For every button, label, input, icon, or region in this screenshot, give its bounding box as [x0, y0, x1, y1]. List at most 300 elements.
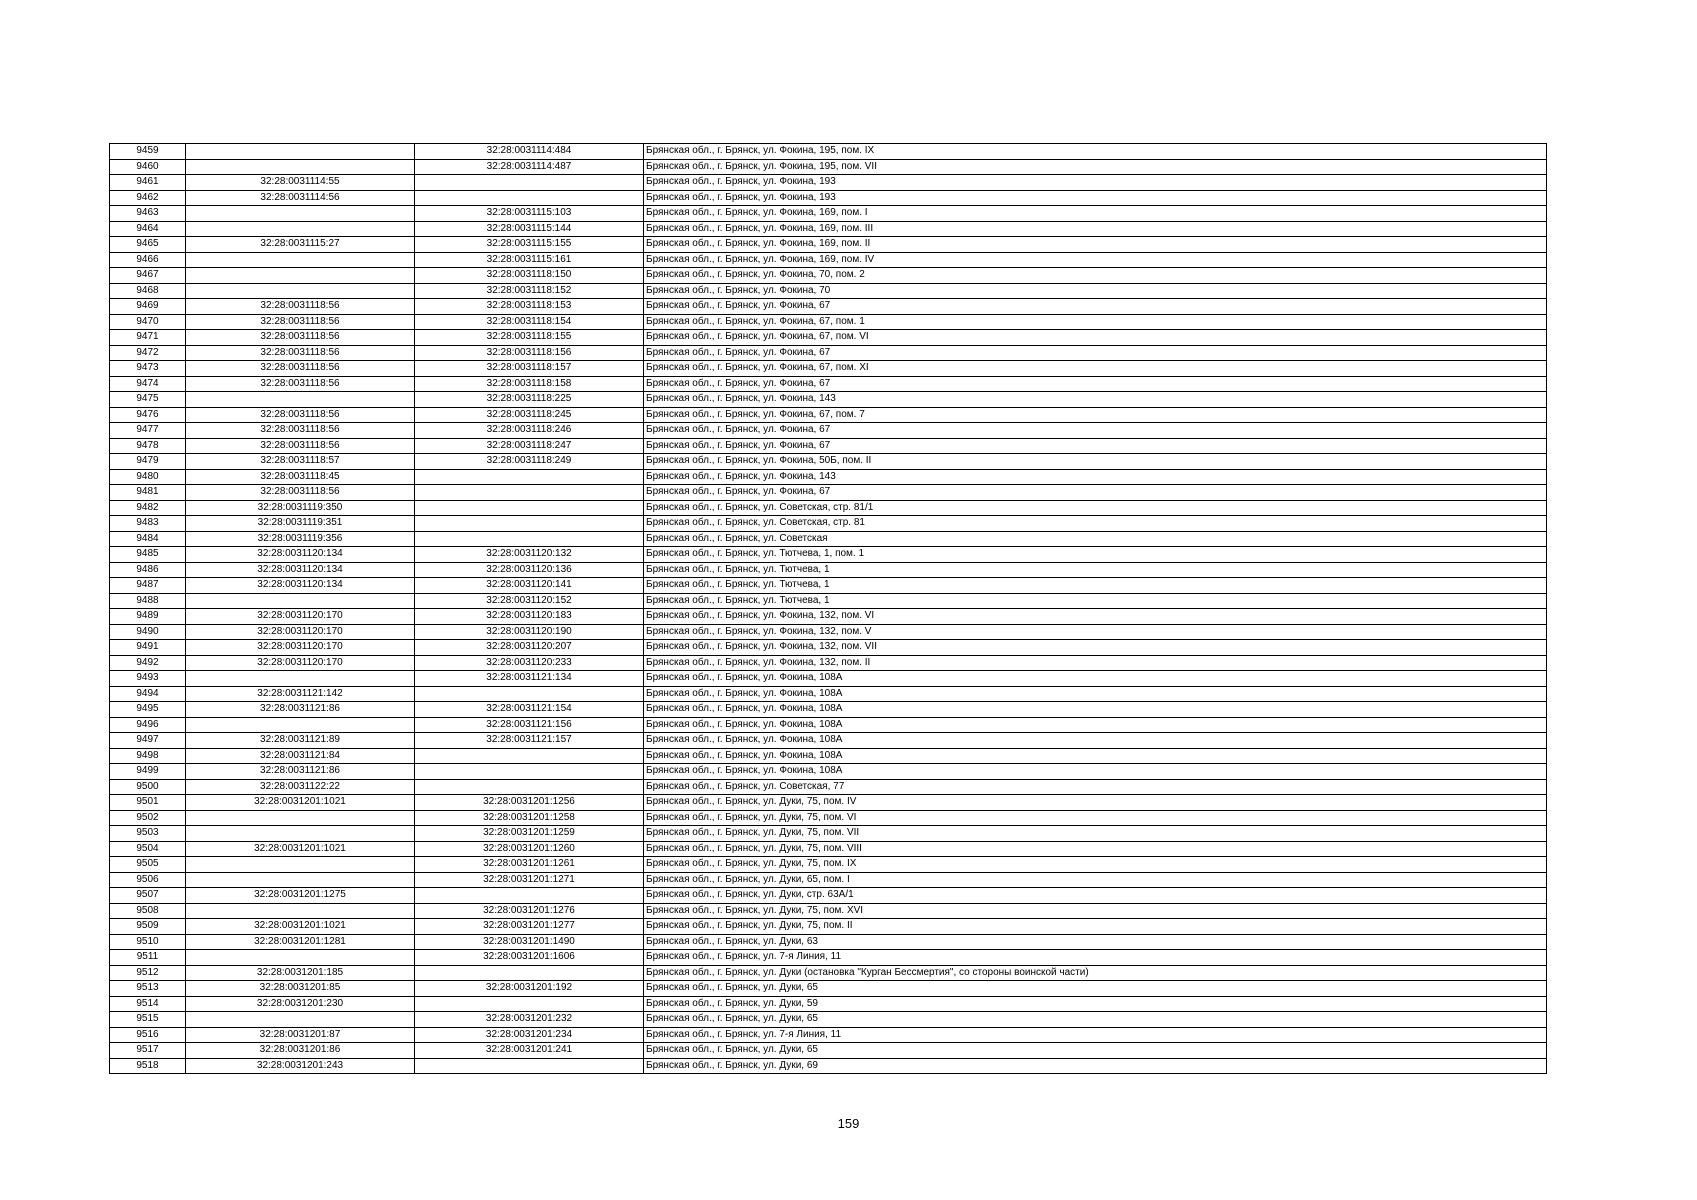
related-cadastral-number-cell: 32:28:0031201:1276	[415, 903, 644, 919]
row-number-cell: 9475	[110, 392, 186, 408]
row-number-cell: 9499	[110, 764, 186, 780]
address-cell: Брянская обл., г. Брянск, ул. 7-я Линия, 11	[644, 950, 1547, 966]
address-cell: Брянская обл., г. Брянск, ул. Тютчева, 1	[644, 578, 1547, 594]
row-number-cell: 9480	[110, 469, 186, 485]
address-cell: Брянская обл., г. Брянск, ул. Советская, 77	[644, 779, 1547, 795]
cadastral-number-cell: 32:28:0031118:56	[186, 299, 415, 315]
table-row	[110, 1012, 1547, 1028]
table-row	[110, 981, 1547, 997]
address-cell: Брянская обл., г. Брянск, ул. Фокина, 67	[644, 423, 1547, 439]
address-cell: Брянская обл., г. Брянск, ул. Фокина, 169, пом. II	[644, 237, 1547, 253]
related-cadastral-number-cell: 32:28:0031118:152	[415, 283, 644, 299]
related-cadastral-number-cell: 32:28:0031201:1256	[415, 795, 644, 811]
table-row	[110, 764, 1547, 780]
row-number-cell: 9490	[110, 624, 186, 640]
address-cell: Брянская обл., г. Брянск, ул. Советская	[644, 531, 1547, 547]
address-cell: Брянская обл., г. Брянск, ул. Дуки, 75, пом. IV	[644, 795, 1547, 811]
page-number: 159	[837, 1116, 860, 1131]
address-cell: Брянская обл., г. Брянск, ул. Дуки, 75, пом. VIII	[644, 841, 1547, 857]
row-number-cell: 9501	[110, 795, 186, 811]
row-number-cell: 9465	[110, 237, 186, 253]
row-number-cell: 9468	[110, 283, 186, 299]
cadastral-number-cell: 32:28:0031120:170	[186, 624, 415, 640]
cadastral-number-cell: 32:28:0031118:56	[186, 330, 415, 346]
address-cell: Брянская обл., г. Брянск, ул. Фокина, 67, пом. XI	[644, 361, 1547, 377]
cadastral-number-cell: 32:28:0031119:350	[186, 500, 415, 516]
related-cadastral-number-cell: 32:28:0031201:241	[415, 1043, 644, 1059]
row-number-cell: 9512	[110, 965, 186, 981]
row-number-cell: 9496	[110, 717, 186, 733]
cadastral-number-cell: 32:28:0031120:134	[186, 562, 415, 578]
address-cell: Брянская обл., г. Брянск, ул. Тютчева, 1	[644, 593, 1547, 609]
related-cadastral-number-cell: 32:28:0031118:247	[415, 438, 644, 454]
cadastral-number-cell	[186, 826, 415, 842]
row-number-cell: 9495	[110, 702, 186, 718]
table-row	[110, 609, 1547, 625]
cadastral-number-cell: 32:28:0031115:27	[186, 237, 415, 253]
row-number-cell: 9469	[110, 299, 186, 315]
cadastral-number-cell: 32:28:0031118:56	[186, 376, 415, 392]
related-cadastral-number-cell: 32:28:0031118:157	[415, 361, 644, 377]
table-row	[110, 562, 1547, 578]
address-cell: Брянская обл., г. Брянск, ул. Дуки, стр. 63А/1	[644, 888, 1547, 904]
related-cadastral-number-cell: 32:28:0031120:136	[415, 562, 644, 578]
table-row	[110, 748, 1547, 764]
address-cell: Брянская обл., г. Брянск, ул. Дуки, 75, пом. IX	[644, 857, 1547, 873]
address-cell: Брянская обл., г. Брянск, ул. Фокина, 67	[644, 345, 1547, 361]
cadastral-number-cell	[186, 950, 415, 966]
related-cadastral-number-cell: 32:28:0031201:1258	[415, 810, 644, 826]
address-cell: Брянская обл., г. Брянск, ул. Фокина, 108А	[644, 748, 1547, 764]
cadastral-number-cell	[186, 593, 415, 609]
cadastral-number-cell	[186, 206, 415, 222]
cadastral-number-cell	[186, 252, 415, 268]
address-cell: Брянская обл., г. Брянск, ул. Фокина, 143	[644, 469, 1547, 485]
cadastral-number-cell: 32:28:0031201:1021	[186, 919, 415, 935]
table-row	[110, 624, 1547, 640]
table-row	[110, 392, 1547, 408]
address-cell: Брянская обл., г. Брянск, ул. Тютчева, 1, пом. 1	[644, 547, 1547, 563]
address-cell: Брянская обл., г. Брянск, ул. Фокина, 132, пом. V	[644, 624, 1547, 640]
row-number-cell: 9505	[110, 857, 186, 873]
related-cadastral-number-cell	[415, 190, 644, 206]
cadastral-number-cell: 32:28:0031201:185	[186, 965, 415, 981]
row-number-cell: 9476	[110, 407, 186, 423]
table-row	[110, 903, 1547, 919]
related-cadastral-number-cell	[415, 686, 644, 702]
row-number-cell: 9484	[110, 531, 186, 547]
cadastral-number-cell: 32:28:0031121:86	[186, 764, 415, 780]
table-row	[110, 516, 1547, 532]
row-number-cell: 9513	[110, 981, 186, 997]
related-cadastral-number-cell: 32:28:0031120:152	[415, 593, 644, 609]
row-number-cell: 9474	[110, 376, 186, 392]
related-cadastral-number-cell: 32:28:0031201:1271	[415, 872, 644, 888]
related-cadastral-number-cell: 32:28:0031120:233	[415, 655, 644, 671]
row-number-cell: 9488	[110, 593, 186, 609]
address-cell: Брянская обл., г. Брянск, ул. Фокина, 108А	[644, 686, 1547, 702]
related-cadastral-number-cell: 32:28:0031118:225	[415, 392, 644, 408]
table-row	[110, 686, 1547, 702]
cadastral-number-cell: 32:28:0031121:86	[186, 702, 415, 718]
related-cadastral-number-cell: 32:28:0031115:144	[415, 221, 644, 237]
cadastral-number-cell	[186, 857, 415, 873]
table-row	[110, 702, 1547, 718]
address-cell: Брянская обл., г. Брянск, ул. Дуки, 63	[644, 934, 1547, 950]
table-row	[110, 438, 1547, 454]
row-number-cell: 9518	[110, 1058, 186, 1074]
address-cell: Брянская обл., г. Брянск, ул. Дуки, 75, пом. II	[644, 919, 1547, 935]
related-cadastral-number-cell: 32:28:0031118:246	[415, 423, 644, 439]
table-row	[110, 252, 1547, 268]
row-number-cell: 9482	[110, 500, 186, 516]
table-row	[110, 779, 1547, 795]
table-row	[110, 950, 1547, 966]
related-cadastral-number-cell	[415, 469, 644, 485]
related-cadastral-number-cell: 32:28:0031120:190	[415, 624, 644, 640]
table-row	[110, 857, 1547, 873]
address-cell: Брянская обл., г. Брянск, ул. Фокина, 193	[644, 190, 1547, 206]
table-row	[110, 299, 1547, 315]
related-cadastral-number-cell	[415, 500, 644, 516]
row-number-cell: 9487	[110, 578, 186, 594]
related-cadastral-number-cell: 32:28:0031121:157	[415, 733, 644, 749]
cadastral-number-cell: 32:28:0031120:134	[186, 547, 415, 563]
related-cadastral-number-cell: 32:28:0031201:1490	[415, 934, 644, 950]
cadastral-number-cell: 32:28:0031201:243	[186, 1058, 415, 1074]
related-cadastral-number-cell: 32:28:0031114:484	[415, 144, 644, 160]
row-number-cell: 9471	[110, 330, 186, 346]
cadastral-number-cell: 32:28:0031119:356	[186, 531, 415, 547]
address-cell: Брянская обл., г. Брянск, ул. Фокина, 67, пом. VI	[644, 330, 1547, 346]
related-cadastral-number-cell	[415, 531, 644, 547]
cadastral-number-cell: 32:28:0031201:1021	[186, 795, 415, 811]
related-cadastral-number-cell: 32:28:0031120:207	[415, 640, 644, 656]
cadastral-number-cell: 32:28:0031120:170	[186, 640, 415, 656]
address-cell: Брянская обл., г. Брянск, ул. Фокина, 67	[644, 376, 1547, 392]
cadastral-number-cell: 32:28:0031121:89	[186, 733, 415, 749]
address-cell: Брянская обл., г. Брянск, ул. Фокина, 70, пом. 2	[644, 268, 1547, 284]
table-row	[110, 717, 1547, 733]
address-cell: Брянская обл., г. Брянск, ул. Фокина, 70	[644, 283, 1547, 299]
cadastral-number-cell	[186, 717, 415, 733]
table-row	[110, 733, 1547, 749]
related-cadastral-number-cell: 32:28:0031121:154	[415, 702, 644, 718]
cadastral-number-cell: 32:28:0031120:134	[186, 578, 415, 594]
related-cadastral-number-cell: 32:28:0031120:183	[415, 609, 644, 625]
row-number-cell: 9504	[110, 841, 186, 857]
cadastral-number-cell: 32:28:0031120:170	[186, 655, 415, 671]
table-row	[110, 206, 1547, 222]
related-cadastral-number-cell: 32:28:0031118:153	[415, 299, 644, 315]
cadastral-number-cell	[186, 810, 415, 826]
related-cadastral-number-cell: 32:28:0031120:132	[415, 547, 644, 563]
registry-table	[109, 143, 1547, 1074]
row-number-cell: 9464	[110, 221, 186, 237]
table-row	[110, 1058, 1547, 1074]
cadastral-number-cell	[186, 221, 415, 237]
row-number-cell: 9510	[110, 934, 186, 950]
related-cadastral-number-cell	[415, 485, 644, 501]
address-cell: Брянская обл., г. Брянск, ул. Фокина, 67	[644, 299, 1547, 315]
related-cadastral-number-cell: 32:28:0031201:192	[415, 981, 644, 997]
row-number-cell: 9486	[110, 562, 186, 578]
registry-table-body	[110, 144, 1547, 1074]
cadastral-number-cell	[186, 903, 415, 919]
address-cell: Брянская обл., г. Брянск, ул. Советская, стр. 81	[644, 516, 1547, 532]
related-cadastral-number-cell: 32:28:0031201:234	[415, 1027, 644, 1043]
cadastral-number-cell	[186, 144, 415, 160]
row-number-cell: 9497	[110, 733, 186, 749]
table-row	[110, 934, 1547, 950]
row-number-cell: 9466	[110, 252, 186, 268]
cadastral-number-cell: 32:28:0031118:45	[186, 469, 415, 485]
address-cell: Брянская обл., г. Брянск, ул. Фокина, 143	[644, 392, 1547, 408]
row-number-cell: 9508	[110, 903, 186, 919]
table-row	[110, 578, 1547, 594]
cadastral-number-cell: 32:28:0031122:22	[186, 779, 415, 795]
related-cadastral-number-cell	[415, 748, 644, 764]
address-cell: Брянская обл., г. Брянск, ул. Фокина, 108А	[644, 717, 1547, 733]
row-number-cell: 9507	[110, 888, 186, 904]
table-row	[110, 454, 1547, 470]
row-number-cell: 9467	[110, 268, 186, 284]
address-cell: Брянская обл., г. Брянск, ул. Дуки, 59	[644, 996, 1547, 1012]
row-number-cell: 9459	[110, 144, 186, 160]
address-cell: Брянская обл., г. Брянск, ул. Советская, стр. 81/1	[644, 500, 1547, 516]
cadastral-number-cell	[186, 872, 415, 888]
table-row	[110, 485, 1547, 501]
related-cadastral-number-cell: 32:28:0031118:158	[415, 376, 644, 392]
related-cadastral-number-cell: 32:28:0031118:249	[415, 454, 644, 470]
cadastral-number-cell: 32:28:0031201:1281	[186, 934, 415, 950]
cadastral-number-cell: 32:28:0031201:87	[186, 1027, 415, 1043]
table-row	[110, 376, 1547, 392]
related-cadastral-number-cell	[415, 888, 644, 904]
address-cell: Брянская обл., г. Брянск, ул. Фокина, 67, пом. 7	[644, 407, 1547, 423]
address-cell: Брянская обл., г. Брянск, ул. Дуки, 69	[644, 1058, 1547, 1074]
table-row	[110, 221, 1547, 237]
table-row	[110, 826, 1547, 842]
table-row	[110, 190, 1547, 206]
address-cell: Брянская обл., г. Брянск, ул. Дуки, 75, пом. XVI	[644, 903, 1547, 919]
related-cadastral-number-cell: 32:28:0031118:156	[415, 345, 644, 361]
row-number-cell: 9478	[110, 438, 186, 454]
cadastral-number-cell	[186, 671, 415, 687]
table-row	[110, 593, 1547, 609]
row-number-cell: 9463	[110, 206, 186, 222]
address-cell: Брянская обл., г. Брянск, ул. Фокина, 169, пом. I	[644, 206, 1547, 222]
table-row	[110, 1043, 1547, 1059]
related-cadastral-number-cell	[415, 779, 644, 795]
related-cadastral-number-cell	[415, 175, 644, 191]
address-cell: Брянская обл., г. Брянск, ул. Фокина, 193	[644, 175, 1547, 191]
cadastral-number-cell: 32:28:0031119:351	[186, 516, 415, 532]
related-cadastral-number-cell: 32:28:0031201:1260	[415, 841, 644, 857]
cadastral-number-cell: 32:28:0031201:230	[186, 996, 415, 1012]
table-row	[110, 144, 1547, 160]
table-row	[110, 655, 1547, 671]
cadastral-number-cell: 32:28:0031114:56	[186, 190, 415, 206]
cadastral-number-cell: 32:28:0031120:170	[186, 609, 415, 625]
cadastral-number-cell: 32:28:0031118:56	[186, 407, 415, 423]
table-row	[110, 872, 1547, 888]
related-cadastral-number-cell: 32:28:0031201:1259	[415, 826, 644, 842]
address-cell: Брянская обл., г. Брянск, ул. Фокина, 169, пом. III	[644, 221, 1547, 237]
address-cell: Брянская обл., г. Брянск, ул. Дуки, 65	[644, 1043, 1547, 1059]
row-number-cell: 9491	[110, 640, 186, 656]
table-row	[110, 330, 1547, 346]
row-number-cell: 9489	[110, 609, 186, 625]
row-number-cell: 9461	[110, 175, 186, 191]
row-number-cell: 9494	[110, 686, 186, 702]
address-cell: Брянская обл., г. Брянск, ул. Фокина, 108А	[644, 733, 1547, 749]
address-cell: Брянская обл., г. Брянск, ул. Тютчева, 1	[644, 562, 1547, 578]
cadastral-number-cell: 32:28:0031201:86	[186, 1043, 415, 1059]
related-cadastral-number-cell	[415, 764, 644, 780]
row-number-cell: 9462	[110, 190, 186, 206]
cadastral-number-cell: 32:28:0031118:56	[186, 361, 415, 377]
row-number-cell: 9514	[110, 996, 186, 1012]
row-number-cell: 9483	[110, 516, 186, 532]
cadastral-number-cell: 32:28:0031201:1275	[186, 888, 415, 904]
related-cadastral-number-cell: 32:28:0031115:103	[415, 206, 644, 222]
row-number-cell: 9472	[110, 345, 186, 361]
related-cadastral-number-cell: 32:28:0031118:150	[415, 268, 644, 284]
table-row	[110, 283, 1547, 299]
cadastral-number-cell: 32:28:0031118:56	[186, 423, 415, 439]
related-cadastral-number-cell: 32:28:0031118:245	[415, 407, 644, 423]
row-number-cell: 9503	[110, 826, 186, 842]
table-row	[110, 314, 1547, 330]
table-row	[110, 407, 1547, 423]
row-number-cell: 9517	[110, 1043, 186, 1059]
address-cell: Брянская обл., г. Брянск, ул. Фокина, 169, пом. IV	[644, 252, 1547, 268]
related-cadastral-number-cell	[415, 996, 644, 1012]
table-row	[110, 841, 1547, 857]
table-row	[110, 423, 1547, 439]
table-row	[110, 919, 1547, 935]
address-cell: Брянская обл., г. Брянск, ул. Дуки, 65	[644, 981, 1547, 997]
related-cadastral-number-cell: 32:28:0031201:232	[415, 1012, 644, 1028]
address-cell: Брянская обл., г. Брянск, ул. Фокина, 67	[644, 438, 1547, 454]
row-number-cell: 9470	[110, 314, 186, 330]
related-cadastral-number-cell	[415, 965, 644, 981]
address-cell: Брянская обл., г. Брянск, ул. Фокина, 132, пом. II	[644, 655, 1547, 671]
address-cell: Брянская обл., г. Брянск, ул. Фокина, 132, пом. VI	[644, 609, 1547, 625]
table-row	[110, 1027, 1547, 1043]
table-row	[110, 888, 1547, 904]
row-number-cell: 9485	[110, 547, 186, 563]
related-cadastral-number-cell: 32:28:0031121:134	[415, 671, 644, 687]
cadastral-number-cell: 32:28:0031121:142	[186, 686, 415, 702]
table-row	[110, 361, 1547, 377]
cadastral-number-cell: 32:28:0031118:56	[186, 314, 415, 330]
table-row	[110, 237, 1547, 253]
table-row	[110, 469, 1547, 485]
cadastral-number-cell	[186, 159, 415, 175]
related-cadastral-number-cell: 32:28:0031115:155	[415, 237, 644, 253]
table-row	[110, 159, 1547, 175]
table-row	[110, 640, 1547, 656]
table-row	[110, 547, 1547, 563]
table-row	[110, 996, 1547, 1012]
cadastral-number-cell: 32:28:0031118:56	[186, 485, 415, 501]
row-number-cell: 9492	[110, 655, 186, 671]
table-row	[110, 268, 1547, 284]
row-number-cell: 9479	[110, 454, 186, 470]
row-number-cell: 9493	[110, 671, 186, 687]
row-number-cell: 9477	[110, 423, 186, 439]
row-number-cell: 9460	[110, 159, 186, 175]
row-number-cell: 9500	[110, 779, 186, 795]
address-cell: Брянская обл., г. Брянск, ул. Фокина, 108А	[644, 764, 1547, 780]
table-row	[110, 531, 1547, 547]
address-cell: Брянская обл., г. Брянск, ул. Фокина, 67	[644, 485, 1547, 501]
row-number-cell: 9502	[110, 810, 186, 826]
related-cadastral-number-cell: 32:28:0031115:161	[415, 252, 644, 268]
cadastral-number-cell: 32:28:0031121:84	[186, 748, 415, 764]
row-number-cell: 9515	[110, 1012, 186, 1028]
cadastral-number-cell: 32:28:0031118:57	[186, 454, 415, 470]
cadastral-number-cell: 32:28:0031201:1021	[186, 841, 415, 857]
cadastral-number-cell: 32:28:0031114:55	[186, 175, 415, 191]
address-cell: Брянская обл., г. Брянск, ул. Дуки, 75, пом. VI	[644, 810, 1547, 826]
related-cadastral-number-cell: 32:28:0031114:487	[415, 159, 644, 175]
table-row	[110, 671, 1547, 687]
cadastral-number-cell: 32:28:0031118:56	[186, 438, 415, 454]
related-cadastral-number-cell: 32:28:0031121:156	[415, 717, 644, 733]
related-cadastral-number-cell: 32:28:0031120:141	[415, 578, 644, 594]
cadastral-number-cell	[186, 1012, 415, 1028]
table-row	[110, 810, 1547, 826]
cadastral-number-cell	[186, 283, 415, 299]
address-cell: Брянская обл., г. Брянск, ул. 7-я Линия, 11	[644, 1027, 1547, 1043]
address-cell: Брянская обл., г. Брянск, ул. Дуки, 65, пом. I	[644, 872, 1547, 888]
row-number-cell: 9473	[110, 361, 186, 377]
row-number-cell: 9516	[110, 1027, 186, 1043]
row-number-cell: 9506	[110, 872, 186, 888]
address-cell: Брянская обл., г. Брянск, ул. Фокина, 108А	[644, 671, 1547, 687]
row-number-cell: 9481	[110, 485, 186, 501]
address-cell: Брянская обл., г. Брянск, ул. Дуки, 75, пом. VII	[644, 826, 1547, 842]
related-cadastral-number-cell: 32:28:0031201:1261	[415, 857, 644, 873]
address-cell: Брянская обл., г. Брянск, ул. Дуки (остановка "Курган Бессмертия", со стороны воинской части)	[644, 965, 1547, 981]
related-cadastral-number-cell: 32:28:0031201:1606	[415, 950, 644, 966]
cadastral-number-cell: 32:28:0031201:85	[186, 981, 415, 997]
row-number-cell: 9511	[110, 950, 186, 966]
table-row	[110, 175, 1547, 191]
table-row	[110, 500, 1547, 516]
table-row	[110, 795, 1547, 811]
related-cadastral-number-cell	[415, 516, 644, 532]
cadastral-number-cell	[186, 268, 415, 284]
related-cadastral-number-cell: 32:28:0031118:154	[415, 314, 644, 330]
address-cell: Брянская обл., г. Брянск, ул. Фокина, 108А	[644, 702, 1547, 718]
row-number-cell: 9498	[110, 748, 186, 764]
table-row	[110, 345, 1547, 361]
cadastral-number-cell	[186, 392, 415, 408]
address-cell: Брянская обл., г. Брянск, ул. Дуки, 65	[644, 1012, 1547, 1028]
address-cell: Брянская обл., г. Брянск, ул. Фокина, 67, пом. 1	[644, 314, 1547, 330]
address-cell: Брянская обл., г. Брянск, ул. Фокина, 195, пом. IX	[644, 144, 1547, 160]
table-row	[110, 965, 1547, 981]
related-cadastral-number-cell	[415, 1058, 644, 1074]
address-cell: Брянская обл., г. Брянск, ул. Фокина, 132, пом. VII	[644, 640, 1547, 656]
row-number-cell: 9509	[110, 919, 186, 935]
address-cell: Брянская обл., г. Брянск, ул. Фокина, 50Б, пом. II	[644, 454, 1547, 470]
related-cadastral-number-cell: 32:28:0031118:155	[415, 330, 644, 346]
